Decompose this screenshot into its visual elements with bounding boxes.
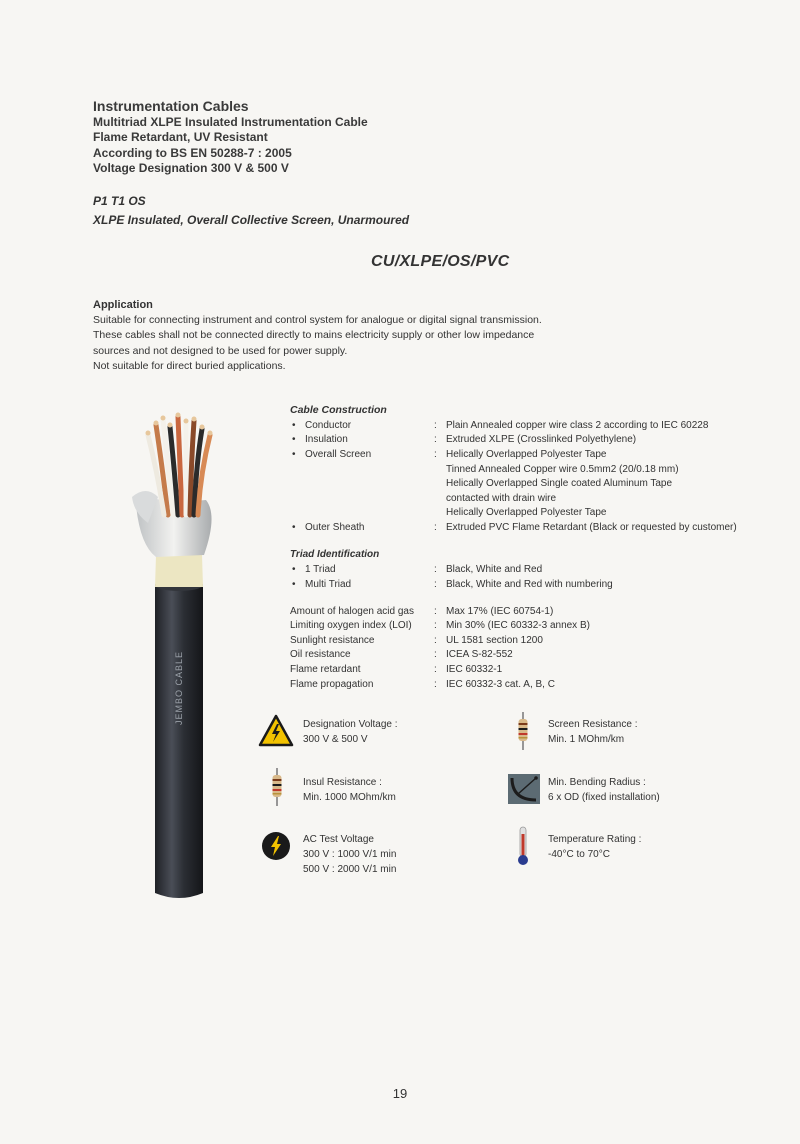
triad-value: Black, White and Red	[446, 564, 543, 575]
construction-value: Helically Overlapped Polyester Tape	[446, 507, 607, 518]
application-line: These cables shall not be connected directly to mains electricity supply or other low impedance	[93, 329, 535, 342]
header-line: Flame Retardant, UV Resistant	[93, 130, 268, 144]
property-value: UL 1581 section 1200	[446, 635, 543, 646]
ac-test-voltage-label: AC Test Voltage	[303, 834, 374, 845]
cable-code: CU/XLPE/OS/PVC	[371, 253, 510, 270]
bending-radius-label: Min. Bending Radius :	[548, 777, 646, 788]
cable-type-description: XLPE Insulated, Overall Collective Screen, Unarmoured	[93, 213, 410, 227]
insul-resistance-label: Insul Resistance :	[303, 777, 382, 788]
screen-resistance-label: Screen Resistance :	[548, 719, 638, 730]
application-line: Not suitable for direct buried applications.	[93, 359, 286, 372]
construction-value: Extruded XLPE (Crosslinked Polyethylene)	[446, 434, 637, 445]
construction-value: Helically Overlapped Single coated Aluminum Tape	[446, 478, 673, 489]
designation-voltage-value: 300 V & 500 V	[303, 734, 368, 745]
cable-type-code: P1 T1 OS	[93, 194, 146, 208]
triad-label: • 1 Triad	[290, 563, 336, 578]
triad-label: • Multi Triad	[290, 578, 351, 593]
construction-value: Tinned Annealed Copper wire 0.5mm2 (20/0.18 mm)	[446, 464, 679, 475]
construction-value: Helically Overlapped Polyester Tape	[446, 449, 607, 460]
construction-heading: Cable Construction	[290, 404, 387, 416]
property-label: Amount of halogen acid gas	[290, 606, 414, 617]
temperature-value: -40°C to 70°C	[548, 849, 610, 860]
application-heading: Application	[93, 299, 153, 311]
thermometer-icon	[516, 826, 530, 866]
property-value: IEC 60332-3 cat. A, B, C	[446, 679, 555, 690]
outer-sheath	[155, 585, 203, 898]
cable-print-text: JEMBO CABLE	[174, 650, 184, 725]
application-line: Suitable for connecting instrument and control system for analogue or digital signal transmission.	[93, 314, 542, 327]
triad-value: Black, White and Red with numbering	[446, 579, 613, 590]
temperature-label: Temperature Rating :	[548, 834, 642, 845]
property-label: Sunlight resistance	[290, 635, 375, 646]
construction-value: contacted with drain wire	[446, 493, 557, 504]
construction-label: • Insulation	[290, 433, 348, 448]
page-number: 19	[392, 1086, 408, 1101]
application-section	[93, 298, 613, 374]
subtitle-block	[93, 192, 409, 230]
resistor-icon	[271, 768, 283, 806]
property-value: Max 17% (IEC 60754-1)	[446, 606, 554, 617]
property-label: Oil resistance	[290, 649, 351, 660]
property-label: Flame retardant	[290, 664, 361, 675]
property-value: ICEA S-82-552	[446, 649, 513, 660]
header-line: Multitriad XLPE Insulated Instrumentation Cable	[93, 114, 368, 129]
ac-test-voltage-line: 500 V : 2000 V/1 min	[303, 864, 397, 875]
insul-resistance-value: Min. 1000 MOhm/km	[303, 792, 396, 803]
designation-voltage-label: Designation Voltage :	[303, 719, 398, 730]
construction-label: • Overall Screen	[290, 448, 371, 463]
construction-value: Plain Annealed copper wire class 2 according to IEC 60228	[446, 420, 709, 431]
triad-heading: Triad Identification	[290, 549, 380, 560]
resistor-icon	[517, 712, 529, 750]
application-line: sources and not designed to be used for power supply.	[93, 344, 348, 357]
ac-test-voltage-line: 300 V : 1000 V/1 min	[303, 849, 397, 860]
screen-resistance-value: Min. 1 MOhm/km	[548, 734, 625, 745]
lightning-circle-icon	[261, 831, 291, 861]
property-value: IEC 60332-1	[446, 664, 503, 675]
property-label: Limiting oxygen index (LOI)	[290, 620, 412, 631]
high-voltage-warning-icon	[258, 714, 294, 748]
header-line: Voltage Designation 300 V & 500 V	[93, 161, 289, 175]
bending-radius-icon	[508, 774, 540, 804]
page-title: Instrumentation Cables	[93, 98, 249, 114]
header-block	[93, 99, 368, 177]
property-label: Flame propagation	[290, 679, 374, 690]
header-line: According to BS EN 50288-7 : 2005	[93, 145, 292, 160]
construction-value: Extruded PVC Flame Retardant (Black or requested by customer)	[446, 522, 737, 533]
construction-label: • Conductor	[290, 419, 351, 434]
construction-label: • Outer Sheath	[290, 521, 364, 536]
bending-radius-value: 6 x OD (fixed installation)	[548, 792, 660, 803]
property-value: Min 30% (IEC 60332-3 annex B)	[446, 620, 590, 631]
cable-illustration	[118, 405, 238, 905]
